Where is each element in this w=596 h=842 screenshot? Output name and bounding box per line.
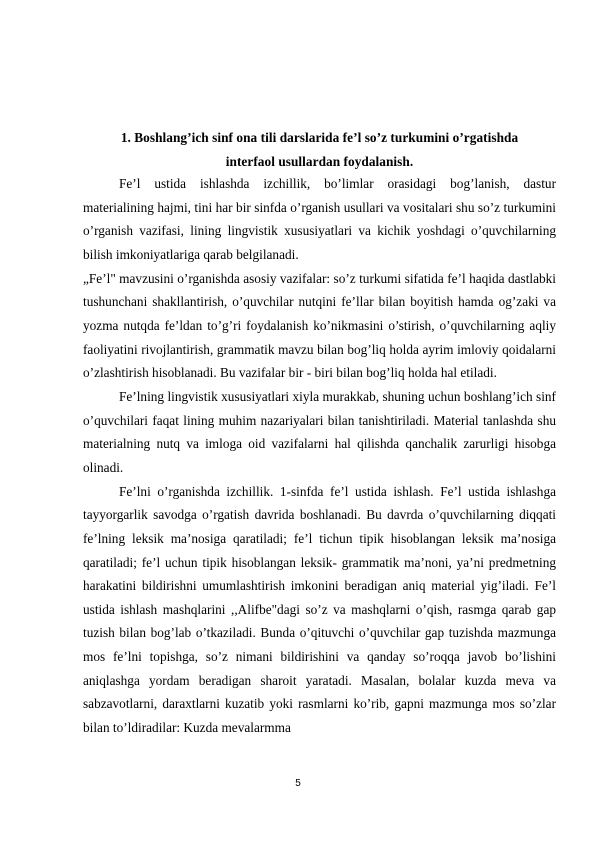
paragraph-2: „Fe’l" mavzusini o’rganishda asosiy vazifalar: so’z turkumi sifatida fe’l haqida dastlabki tushunchani shakllantirish, o’quvchilar nutqini fe’llar bilan boyitish hamda og’zaki va yozma nutqda fe’ldan to’g’ri foydalanish ko’nikmasini o’stirish, o’quvchilarning aqliy faoliyatini rivojlantirish, grammatik mavzu bilan bog’liq holda ayrim imloviy qoidalarni o’zlashtirish hisoblanadi. Bu vazifalar bir - biri bilan bog’liq holda hal etiladi. [83, 270, 556, 381]
paragraph-1: Fe’l ustida ishlashda izchillik, bo’limlar orasidagi bog’lanish, dastur materialining hajmi, tini har bir sinfda o’rganish usullari va vositalari shu so’z turkumini o’rganish vazifasi, lining lingvistik xususiyatlari va kichik yoshdagi o’quvchilarning bilish imkoniyatlariga qarab belgilanadi. [83, 176, 556, 262]
section-title-line-1: 1. Boshlang’ich sinf ona tili darslarida fe’l so’z turkumini o’rgatishda [120, 130, 519, 145]
page-number: 5 [295, 778, 301, 789]
paragraph-3: Fe’lning lingvistik xususiyatlari xiyla murakkab, shuning uchun boshlang’ich sinf o’quvchilari faqat lining muhim nazariyalari bilan tanishtiriladi. Material tanlashda shu materialning nutq va imloga oid vazifalarni hal qilishda qanchalik zarurligi hisobga olinadi. [83, 388, 556, 475]
body-text [83, 172, 556, 740]
paragraph-4: Fe’lni o’rganishda izchillik. 1-sinfda fe’l ustida ishlash. Fe’l ustida ishlashga tayyorgarlik savodga o’rgatish davrida boshlanadi. Bu davrda o’quvchilarning diqqati fe’lning leksik ma’nosiga qaratiladi; fe’l tichun tipik hisoblangan leksik ma’nosiga qaratiladi; fe’l uchun tipik hisoblangan leksik- grammatik ma’noni, ya’ni predmetning harakatini bildirishni umumlashtirish imkonini beradigan aniq material yig’iladi. Fe’l ustida ishlash mashqlarini ,,Alifbe"dagi so’z va mashqlarni o’qish, rasmga qarab gap tuzish bilan bog’lab o’tkaziladi. Bunda o’qituvchi o’quvchilar gap tuzishda mazmunga mos fe’lni topishga, so’z nimani bildirishini va qanday so’roqqa javob bo’lishini aniqlashga yordam beradigan sharoit yaratadi. Masalan, bolalar kuzda meva va sabzavotlarni, daraxtlarni kuzatib yoki rasmlarni ko’rib, gapni mazmunga mos so’zlar bilan to’ldiradilar: Kuzda mevalarmma [83, 483, 556, 736]
section-title [83, 126, 556, 173]
section-title-line-2: interfaol usullardan foydalanish. [225, 153, 414, 169]
